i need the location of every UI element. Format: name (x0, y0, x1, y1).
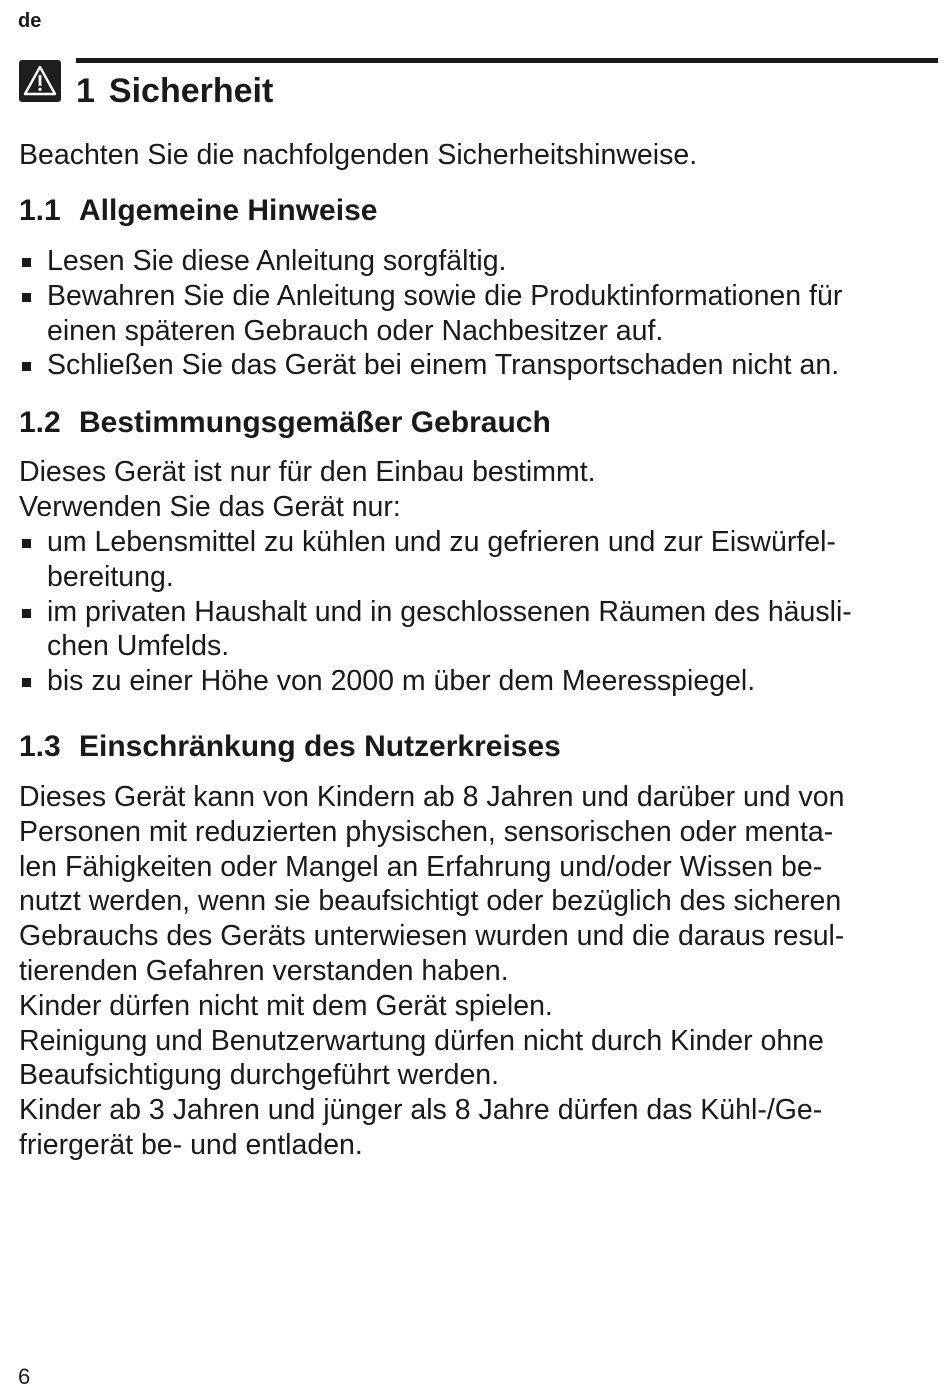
warning-triangle-icon (19, 60, 61, 102)
language-code: de (18, 10, 42, 32)
section-heading-1-3: 1.3 Einschränkung des Nutzerkreises (19, 730, 561, 763)
user-restriction-text: Dieses Gerät kann von Kindern ab 8 Jahren und darüber und von Personen mit reduzierten physischen, sensorischen oder menta- len Fähigkeiten oder Mangel an Erfahrung und/oder Wissen be- nutzt werden, wenn sie beaufsichtigt oder bezüglich des sicheren Gebrauchs des Geräts unterwiesen wurden und die daraus resul- tierenden Gefahren verstanden haben. Kinder dürfen nicht mit dem Gerät spielen. Reinigung und Benutzerwartung dürfen nicht durch Kinder ohne Beaufsichtigung durchgeführt werden. Kinder ab 3 Jahren und jünger als 8 Jahre dürfen das Kühl-/Ge- friergerät be- und entladen. (19, 781, 845, 1161)
intended-use-list (19, 525, 934, 699)
list-item: Schließen Sie das Gerät bei einem Transportschaden nicht an. (19, 348, 934, 383)
chapter-rule (76, 58, 938, 63)
list-item: Lesen Sie diese Anleitung sorgfältig. (19, 244, 934, 279)
list-item: Bewahren Sie die Anleitung sowie die Produktinformationen für einen späteren Gebrauch oder Nachbesitzer auf. (19, 279, 934, 349)
section-heading-1-2: 1.2 Bestimmungsgemäßer Gebrauch (19, 406, 551, 439)
section-heading-1-1: 1.1 Allgemeine Hinweise (19, 194, 378, 227)
page-number: 6 (18, 1364, 31, 1389)
list-item: im privaten Haushalt und in geschlossenen Räumen des häusli- chen Umfelds. (19, 595, 934, 665)
intro-text: Beachten Sie die nachfolgenden Sicherheitshinweise. (19, 139, 698, 171)
chapter-title: 1 Sicherheit (76, 72, 274, 110)
intended-use-text: Dieses Gerät ist nur für den Einbau bestimmt. Verwenden Sie das Gerät nur: (19, 456, 596, 523)
list-item: um Lebensmittel zu kühlen und zu gefrieren und zur Eiswürfel- bereitung. (19, 525, 934, 595)
general-notes-list (19, 244, 934, 383)
list-item: bis zu einer Höhe von 2000 m über dem Meeresspiegel. (19, 664, 934, 699)
